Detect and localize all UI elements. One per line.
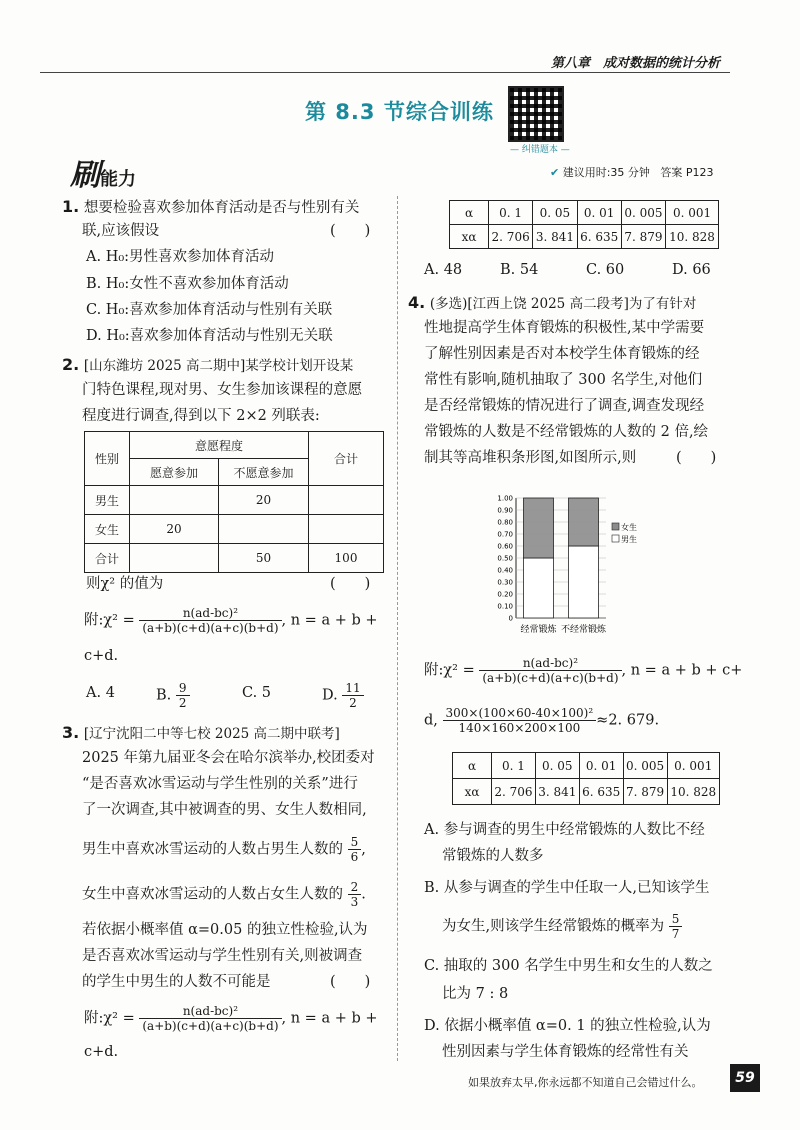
- y-tick-label: 0: [508, 614, 513, 623]
- q2-number: 2.: [62, 355, 80, 374]
- q3-option-c[interactable]: C. 60: [586, 262, 625, 278]
- chi-square-fraction: [139, 606, 281, 635]
- q3-line1: [62, 720, 340, 747]
- y-tick-label: 0.40: [497, 566, 513, 575]
- ability-small: 能力: [100, 169, 136, 190]
- q2-paren: ( ): [330, 576, 371, 592]
- qr-code-icon[interactable]: [508, 86, 564, 142]
- q1-number: 1.: [62, 197, 80, 216]
- legend-swatch: [612, 535, 619, 542]
- q3-option-a[interactable]: A. 48: [424, 262, 463, 278]
- y-tick-label: 0.60: [497, 542, 513, 551]
- y-tick-label: 1.00: [497, 494, 513, 503]
- legend-swatch: [612, 523, 619, 530]
- calc-fraction: [443, 706, 597, 735]
- qr-label: — 纠错题本 —: [510, 145, 570, 155]
- q1-line1: [62, 194, 359, 221]
- q2-option-a[interactable]: A. 4: [86, 685, 115, 701]
- q2-header-total: 合计: [309, 432, 384, 486]
- note-suffix: , n = a + b + c+: [621, 662, 743, 679]
- legend-label: 男生: [621, 535, 637, 544]
- q2-header-gender: 性别: [85, 432, 130, 486]
- table-row: [450, 201, 719, 225]
- q4-option-d1[interactable]: D. 依据小概率值 α=0. 1 的独立性检验,认为: [424, 1018, 711, 1034]
- calc-suffix: ≈2. 679.: [596, 712, 660, 729]
- bar-segment: [569, 546, 599, 618]
- cell: 100: [309, 544, 384, 573]
- note-prefix: 附:χ² =: [84, 612, 135, 629]
- chi-square-fraction: [139, 1004, 281, 1033]
- q3-note: [84, 1004, 378, 1033]
- q4-option-d2: 性别因素与学生体育锻炼的经常性有关: [442, 1044, 689, 1060]
- bar-segment: [524, 558, 554, 618]
- cell: 2. 706: [492, 779, 536, 805]
- fraction-denominator: (a+b)(c+d)(a+c)(b+d): [142, 1019, 279, 1033]
- cell: α: [453, 753, 492, 779]
- cell: 0. 05: [535, 753, 579, 779]
- q2-line1: [62, 352, 353, 379]
- check-icon: ✔: [550, 166, 560, 179]
- q4-line4: 常性有影响,随机抽取了 300 名学生,对他们: [424, 372, 703, 388]
- q1-paren: ( ): [330, 223, 371, 239]
- section-title: 第 8.3 节综合训练: [305, 100, 494, 124]
- fraction-denominator: 2: [349, 696, 357, 710]
- table-row: [85, 544, 384, 573]
- q3-fraction-2: [348, 880, 362, 909]
- q2-option-c[interactable]: C. 5: [242, 685, 272, 701]
- cell: 6. 635: [579, 779, 623, 805]
- stacked-bar-chart: [482, 490, 652, 638]
- q2-option-d[interactable]: [322, 681, 364, 710]
- cell: 20: [130, 515, 219, 544]
- q3-note-line2: c+d.: [84, 1044, 119, 1060]
- q4-option-c1[interactable]: C. 抽取的 300 名学生中男生和女生的人数之: [424, 958, 713, 974]
- q4-calc: [424, 706, 659, 735]
- fraction-denominator: 6: [350, 850, 359, 864]
- fraction-numerator: n(ad-bc)²: [139, 1004, 281, 1019]
- fraction-numerator: 300×(100×60-40×100)²: [443, 706, 597, 721]
- q3-text1: [辽宁沈阳二中等七校 2025 高二期中联考]: [83, 726, 340, 742]
- q3-line5: 男生中喜欢冰雪运动的人数占男生人数的 $\frac{5}{6}$ ,: [82, 835, 366, 864]
- q4-line3: 了解性别因素是否对本校学生体育锻炼的经: [424, 346, 700, 362]
- fraction-numerator: 2: [348, 880, 362, 895]
- cell: 0. 01: [579, 753, 623, 779]
- q4-line5: 是否经常锻炼的情况进行了调查,调查发现经: [424, 398, 705, 414]
- option-fraction: [176, 681, 190, 710]
- fraction-denominator: (a+b)(c+d)(a+c)(b+d): [142, 621, 279, 635]
- note-suffix: , n = a + b +: [281, 612, 378, 629]
- q3-line6: 女生中喜欢冰雪运动的人数占女生人数的 $\frac{2}{3}$ .: [82, 880, 366, 909]
- option-label: B.: [156, 687, 172, 704]
- fraction-numerator: 5: [348, 835, 362, 850]
- chapter-title: 第八章 成对数据的统计分析: [550, 56, 720, 71]
- cell: 0. 1: [492, 753, 536, 779]
- q3-number: 3.: [62, 723, 80, 742]
- y-tick-label: 0.70: [497, 530, 513, 539]
- q4-line1: [408, 290, 696, 317]
- q4-line6: 常锻炼的人数是不经常锻炼的人数的 2 倍,绘: [424, 424, 709, 440]
- answer-page: 答案 P123: [660, 166, 714, 179]
- fraction-numerator: 11: [342, 681, 363, 696]
- q2-text1: [山东潍坊 2025 高二期中]某学校计划开设某: [83, 358, 354, 374]
- q3-line4: 了一次调查,其中被调查的男、女生人数相同,: [82, 802, 367, 818]
- ability-big: 刷: [70, 158, 100, 193]
- q3-option-b[interactable]: B. 54: [500, 262, 539, 278]
- footer-motto: 如果放弃太早,你永远都不知道自己会错过什么。: [468, 1076, 703, 1089]
- cell: 10. 828: [666, 225, 719, 249]
- cell: 0. 001: [666, 201, 719, 225]
- option-text: 为女生,则该学生经常锻炼的概率为: [442, 918, 665, 935]
- q4-note: [424, 656, 742, 685]
- q4-option-a1[interactable]: A. 参与调查的男生中经常锻炼的人数比不经: [424, 822, 705, 838]
- q3-fraction-1: [348, 835, 362, 864]
- cell: 7. 879: [621, 225, 665, 249]
- q1-option-d[interactable]: D. H₀:喜欢参加体育活动与性别无关联: [86, 328, 333, 344]
- q3-line9: 的学生中男生的人数不可能是: [82, 974, 271, 990]
- cell: 7. 879: [623, 779, 667, 805]
- q4-option-b1[interactable]: B. 从参与调查的学生中任取一人,已知该学生: [424, 880, 710, 896]
- x-tick-label: 不经常锻炼: [560, 625, 607, 635]
- q2-header-will: 意愿程度: [130, 432, 309, 459]
- cell: 0. 01: [577, 201, 621, 225]
- page-number: 59: [730, 1064, 760, 1092]
- q2-line2: 门特色课程,现对男、女生参加该课程的意愿: [82, 382, 363, 398]
- cell: 10. 828: [667, 779, 720, 805]
- note-prefix: 附:χ² =: [84, 1010, 135, 1027]
- x-tick-label: 经常锻炼: [520, 625, 557, 635]
- fraction-numerator: 9: [176, 681, 190, 696]
- ability-heading: [70, 150, 136, 194]
- q4-option-b2: [442, 912, 682, 941]
- table-row: [450, 225, 719, 249]
- column-divider: [397, 196, 398, 1061]
- y-tick-label: 0.10: [497, 602, 513, 611]
- cell: 3. 841: [535, 779, 579, 805]
- cell: 0. 1: [489, 201, 533, 225]
- cell: [219, 515, 309, 544]
- q2-option-b[interactable]: [156, 681, 190, 710]
- q3-text5: 男生中喜欢冰雪运动的人数占男生人数的: [82, 841, 343, 858]
- table-row: [85, 486, 384, 515]
- calc-prefix: d,: [424, 712, 438, 729]
- cell: 6. 635: [577, 225, 621, 249]
- fraction-denominator: 140×160×200×100: [458, 721, 581, 735]
- q1-text1: 想要检验喜欢参加体育活动是否与性别有关: [83, 200, 360, 216]
- cell: 合计: [85, 544, 130, 573]
- cell: xα: [453, 779, 492, 805]
- q4-number: 4.: [408, 293, 426, 312]
- q3-text6: 女生中喜欢冰雪运动的人数占女生人数的: [82, 886, 343, 903]
- fraction-denominator: (a+b)(c+d)(a+c)(b+d): [482, 671, 619, 685]
- cell: [309, 515, 384, 544]
- y-tick-label: 0.30: [497, 578, 513, 587]
- fraction-numerator: n(ad-bc)²: [479, 656, 621, 671]
- fraction-denominator: 2: [178, 696, 187, 710]
- chi-square-fraction: [479, 656, 621, 685]
- cell: [130, 544, 219, 573]
- q4-line2: 性地提高学生体育锻炼的积极性,某中学需要: [424, 320, 705, 336]
- time-suggestion: [550, 164, 714, 180]
- bar-segment: [569, 498, 599, 546]
- q3-option-d[interactable]: D. 66: [672, 262, 711, 278]
- q2-contingency-table: [84, 431, 384, 573]
- note-prefix: 附:χ² =: [424, 662, 475, 679]
- cell: 0. 001: [667, 753, 720, 779]
- q3-line7: 若依据小概率值 α=0.05 的独立性检验,认为: [82, 922, 368, 938]
- bar-segment: [524, 498, 554, 558]
- q3-paren: ( ): [330, 974, 371, 990]
- q2-header-no: 不愿意参加: [219, 459, 309, 486]
- q2-ask: 则χ² 的值为: [86, 576, 164, 592]
- q1-option-a[interactable]: A. H₀:男性喜欢参加体育活动: [86, 249, 275, 265]
- fraction-numerator: 5: [669, 912, 683, 927]
- q1-option-c[interactable]: C. H₀:喜欢参加体育活动与性别有关联: [86, 302, 333, 318]
- y-tick-label: 0.20: [497, 590, 513, 599]
- cell: 2. 706: [489, 225, 533, 249]
- table-row: [453, 753, 720, 779]
- legend-label: 女生: [621, 523, 637, 532]
- cell: 0. 005: [623, 753, 667, 779]
- q4-option-c2: 比为 7 : 8: [442, 986, 509, 1002]
- suggested-time: 建议用时:35 分钟: [562, 166, 650, 179]
- y-tick-label: 0.50: [497, 554, 513, 563]
- cell: [130, 486, 219, 515]
- cell: 0. 005: [621, 201, 665, 225]
- q3-line3: “是否喜欢冰雪运动与学生性别的关系”进行: [82, 776, 358, 792]
- fraction-denominator: 7: [671, 927, 680, 941]
- q2-note: [84, 606, 378, 635]
- cell: 20: [219, 486, 309, 515]
- q4-text1: (多选)[江西上饶 2025 高二段考]为了有针对: [429, 296, 697, 312]
- alpha-table-1: [449, 200, 719, 249]
- cell: 男生: [85, 486, 130, 515]
- cell: 0. 05: [533, 201, 577, 225]
- cell: α: [450, 201, 489, 225]
- fraction-denominator: 3: [350, 895, 359, 909]
- q2-line3: 程度进行调查,得到以下 2×2 列联表:: [82, 408, 320, 424]
- q4-line7: 制其等高堆积条形图,如图所示,则: [424, 450, 637, 466]
- q3-line2: 2025 年第九届亚冬会在哈尔滨举办,校团委对: [82, 750, 375, 766]
- note-suffix: , n = a + b +: [281, 1010, 378, 1027]
- cell: 女生: [85, 515, 130, 544]
- cell: [309, 486, 384, 515]
- q1-line2: 联,应该假设: [82, 223, 160, 239]
- cell: 50: [219, 544, 309, 573]
- q1-option-b[interactable]: B. H₀:女性不喜欢参加体育活动: [86, 276, 289, 292]
- option-fraction: [342, 681, 363, 710]
- alpha-table-2: [452, 752, 720, 805]
- cell: 3. 841: [533, 225, 577, 249]
- option-fraction: [669, 912, 683, 941]
- q3-line8: 是否喜欢冰雪运动与学生性别有关,则被调查: [82, 948, 363, 964]
- table-row: [453, 779, 720, 805]
- y-tick-label: 0.90: [497, 506, 513, 515]
- q2-header-yes: 愿意参加: [130, 459, 219, 486]
- y-tick-label: 0.80: [497, 518, 513, 527]
- q4-option-a2: 常锻炼的人数多: [442, 848, 544, 864]
- table-row: [85, 515, 384, 544]
- fraction-numerator: n(ad-bc)²: [139, 606, 281, 621]
- q4-paren: ( ): [676, 450, 717, 466]
- header-rule: [40, 72, 730, 73]
- chart-labels: [497, 495, 637, 636]
- cell: xα: [450, 225, 489, 249]
- option-label: D.: [322, 687, 338, 704]
- q2-note-line2: c+d.: [84, 648, 119, 664]
